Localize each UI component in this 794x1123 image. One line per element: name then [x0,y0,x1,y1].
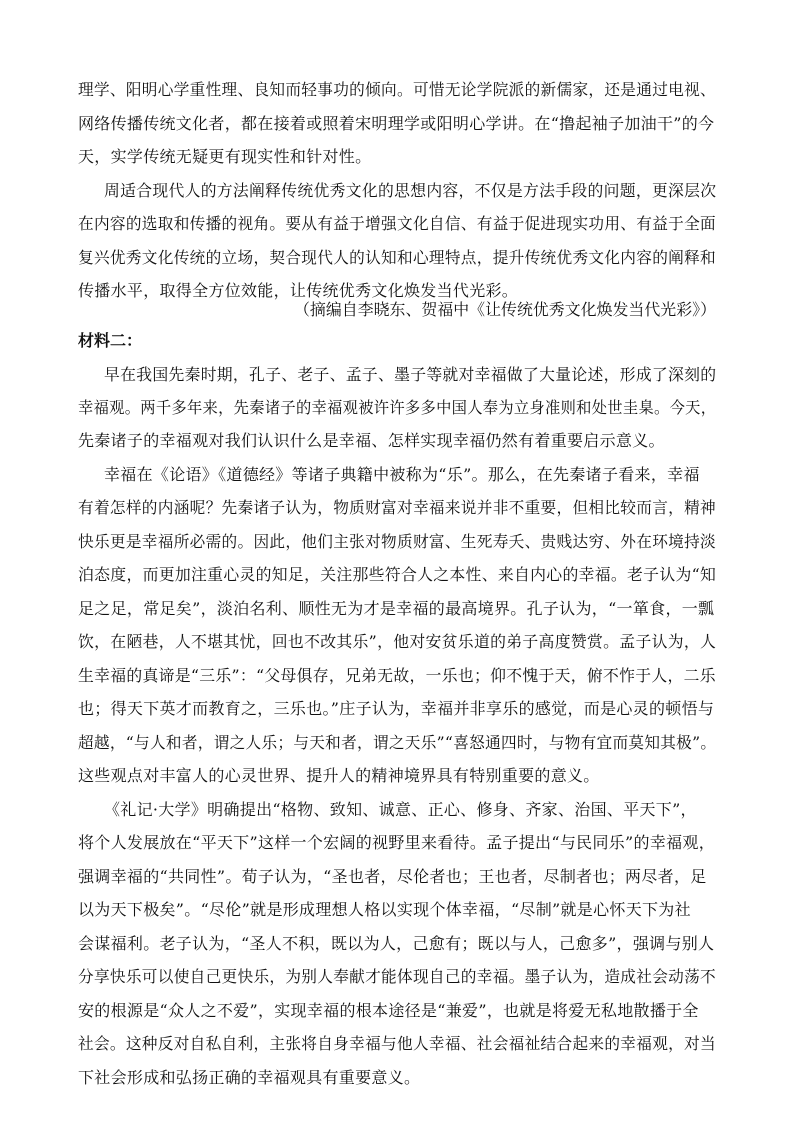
paragraph-line: 饮，在陋巷，人不堪其忧，回也不改其乐”，他对安贫乐道的弟子高度赞赏。孟子认为，人 [78,632,717,651]
paragraph-line: 网络传播传统文化者，都在接着或照着宋明理学或阳明心学讲。在“撸起袖子加油干”的今 [78,114,715,133]
paragraph-line: 幸福观。两千多年来，先秦诸子的幸福观被许许多多中国人奉为立身准则和处世圭臬。今天， [78,398,717,417]
paragraph-line: 有着怎样的内涵呢？先秦诸子认为，物质财富对幸福来说并非不重要，但相比较而言，精神 [78,498,717,517]
paragraph-line: 下社会形成和弘扬正确的幸福观具有重要意义。 [78,1068,421,1087]
paragraph-line: 周适合现代人的方法阐释传统优秀文化的思想内容，不仅是方法手段的问题，更深层次 [104,181,717,200]
source-citation: （摘编自李晓东、贺福中《让传统优秀文化焕发当代光彩》） [294,300,717,319]
paragraph-line: 泊态度，而更加注重心灵的知足，关注那些符合人之本性、来自内心的幸福。老子认为“知 [78,565,717,584]
paragraph-line: 足之足，常足矣”，淡泊名利、顺性无为才是幸福的最高境界。孔子认为，“一箪食，一瓢 [78,599,715,618]
paragraph-line: 强调幸福的“共同性”。荀子认为，“圣也者，尽伦者也；王也者，尽制者也；两尽者，足 [78,867,707,886]
paragraph-line: 《礼记·大学》明确提出“格物、致知、诚意、正心、修身、齐家、治国、平天下”， [104,800,697,819]
paragraph-line: 快乐更是幸福所必需的。因此，他们主张对物质财富、生死寿夭、贵贱达穷、外在环境持淡 [78,532,717,551]
paragraph-line: 分享快乐可以使自己更快乐，为别人奉献才能体现自己的幸福。墨子认为，造成社会动荡不 [78,967,717,986]
paragraph-line: 天，实学传统无疑更有现实性和针对性。 [78,147,372,166]
paragraph-line: 在内容的选取和传播的视角。要从有益于增强文化自信、有益于促进现实功用、有益于全面 [78,214,717,233]
paragraph-line: 先秦诸子的幸福观对我们认识什么是幸福、怎样实现幸福仍然有着重要启示意义。 [78,431,665,450]
paragraph-line: 复兴优秀文化传统的立场，契合现代人的认知和心理特点，提升传统优秀文化内容的阐释和 [78,248,717,267]
paragraph-line: 幸福在《论语》《道德经》等诸子典籍中被称为“乐”。那么，在先秦诸子看来，幸福 [104,465,700,484]
paragraph-line: 传播水平，取得全方位效能，让传统优秀文化焕发当代光彩。 [78,281,519,300]
paragraph-line: 会谋福利。老子认为，“圣人不积，既以为人，己愈有；既以与人，己愈多”，强调与别人 [78,934,715,953]
paragraph-line: 社会。这种反对自私自利，主张将自身幸福与他人幸福、社会福祉结合起来的幸福观，对当 [78,1034,717,1053]
paragraph-line: 理学、阳明心学重性理、良知而轻事功的倾向。可惜无论学院派的新儒家，还是通过电视、 [78,80,717,99]
paragraph-line: 安的根源是“众人之不爱”，实现幸福的根本途径是“兼爱”，也就是将爱无私地散播于全 [78,1001,699,1020]
paragraph-line: 将个人发展放在“平天下”这样一个宏阔的视野里来看待。孟子提出“与民同乐”的幸福观， [78,833,716,852]
section-heading: 材料二： [78,331,143,350]
paragraph-line: 这些观点对丰富人的心灵世界、提升人的精神境界具有特别重要的意义。 [78,766,600,785]
paragraph-line: 早在我国先秦时期，孔子、老子、孟子、墨子等就对幸福做了大量论述，形成了深刻的 [104,365,717,384]
paragraph-line: 也；得天下英才而教育之，三乐也。”庄子认为，幸福并非享乐的感觉，而是心灵的顿悟与 [78,699,715,718]
paragraph-line: 超越，“与人和者，谓之人乐；与天和者，谓之天乐”“喜怒通四时，与物有宜而莫知其极”。 [78,733,717,752]
paragraph-line: 生幸福的真谛是“三乐”：“父母俱存，兄弟无故，一乐也；仰不愧于天，俯不怍于人，二乐 [78,666,716,685]
paragraph-line: 以为天下极矣”。“尽伦”就是形成理想人格以实现个体幸福，“尽制”就是心怀天下为社 [78,900,691,919]
